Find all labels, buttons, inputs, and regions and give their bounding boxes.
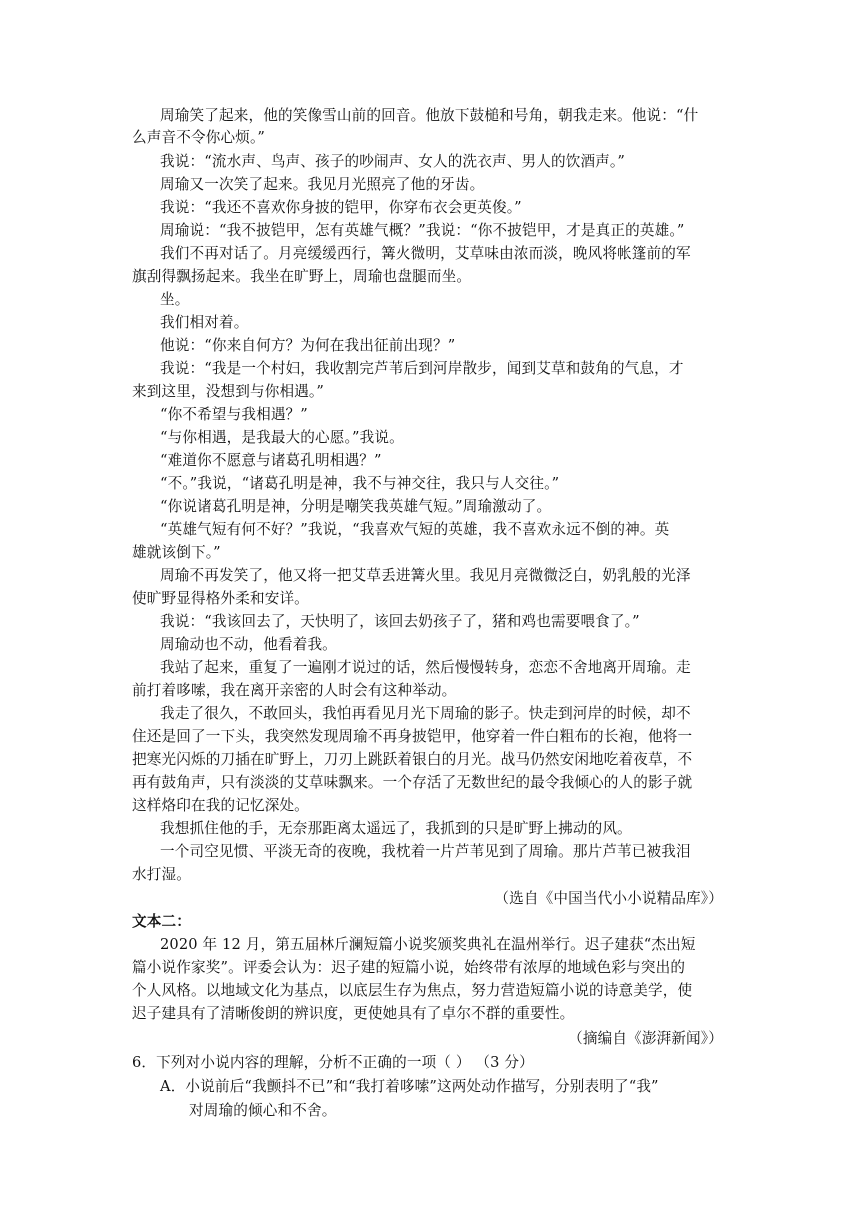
text-line: 我走了很久，不敢回头，我怕再看见月光下周瑜的影子。快走到河岸的时候，却不 xyxy=(160,705,691,722)
text-line: “难道你不愿意与诸葛孔明相遇？” xyxy=(160,452,382,469)
text-line: 我们相对着。 xyxy=(160,314,249,331)
option-a-continued: 对周瑜的倾心和不舍。 xyxy=(189,1102,337,1119)
text-line: 使旷野显得格外柔和安详。 xyxy=(132,590,309,607)
text-line: 迟子建具有了清晰俊朗的辨识度，更使她具有了卓尔不群的重要性。 xyxy=(132,1005,575,1022)
text-line: 篇小说作家奖”。评委会认为：迟子建的短篇小说，始终带有浓厚的地域色彩与突出的 xyxy=(132,959,686,976)
text-line: 我说：“我该回去了，天快明了，该回去奶孩子了，猪和鸡也需要喂食了。” xyxy=(160,613,640,630)
text-line: 坐。 xyxy=(160,291,190,308)
text-line: 周瑜不再发笑了，他又将一把艾草丢进篝火里。我见月亮微微泛白，奶乳般的光泽 xyxy=(160,567,691,584)
text-line: 这样烙印在我的记忆深处。 xyxy=(132,797,309,814)
text-line: 2020 年 12 月，第五届林斤澜短篇小说奖颁奖典礼在温州举行。迟子建获“杰出短 xyxy=(160,936,696,953)
text-line: 个人风格。以地域文化为基点，以底层生存为焦点，努力营造短篇小说的诗意美学，使 xyxy=(132,982,693,999)
text-line: 周瑜动也不动，他看着我。 xyxy=(160,636,337,653)
text-line: 再有鼓角声，只有淡淡的艾草味飘来。一个存活了无数世纪的最令我倾心的人的影子就 xyxy=(132,774,693,791)
text-line: 我说：“流水声、鸟声、孩子的吵闹声、女人的洗衣声、男人的饮酒声。” xyxy=(160,153,625,170)
section-heading: 文本二： xyxy=(132,913,191,930)
text-line: 旗刮得飘扬起来。我坐在旷野上，周瑜也盘腿而坐。 xyxy=(132,268,472,285)
text-line: 么声音不令你心烦。” xyxy=(132,129,266,146)
text-line: 来到这里，没想到与你相遇。” xyxy=(132,383,324,400)
question-6: 6．下列对小说内容的理解，分析不正确的一项（ ） （3 分） xyxy=(132,1054,534,1071)
text-line: “你不希望与我相遇？” xyxy=(160,406,308,423)
text-line: 我说：“我是一个村妇，我收割完芦苇后到河岸散步，闻到艾草和鼓角的气息，才 xyxy=(160,360,684,377)
text-line: “不。”我说，“诸葛孔明是神，我不与神交往，我只与人交往。” xyxy=(160,475,560,492)
text-line: 把寒光闪烁的刀插在旷野上，刀刃上跳跃着银白的月光。战马仍然安闲地吃着夜草，不 xyxy=(132,751,693,768)
text-line: 水打湿。 xyxy=(132,866,191,883)
text-line: 前打着哆嗦，我在离开亲密的人时会有这种举动。 xyxy=(132,682,457,699)
text-line: 我站了起来，重复了一遍刚才说过的话，然后慢慢转身，恋恋不舍地离开周瑜。走 xyxy=(160,659,691,676)
text-line: “你说诸葛孔明是神，分明是嘲笑我英雄气短。”周瑜激动了。 xyxy=(160,498,552,515)
source-citation: （选自《中国当代小小说精品库》） xyxy=(494,890,723,907)
text-line: 我想抓住他的手，无奈那距离太遥远了，我抓到的只是旷野上拂动的风。 xyxy=(160,820,632,837)
text-line: 周瑜又一次笑了起来。我见月光照亮了他的牙齿。 xyxy=(160,176,485,193)
text-line: 雄就该倒下。” xyxy=(132,544,221,561)
text-line: 我们不再对话了。月亮缓缓西行，篝火微明，艾草味由浓而淡，晚风将帐篷前的军 xyxy=(160,245,691,262)
text-line: 周瑜说：“我不披铠甲，怎有英雄气概？”我说：“你不披铠甲，才是真正的英雄。” xyxy=(160,222,685,239)
text-line: “英雄气短有何不好？”我说，“我喜欢气短的英雄，我不喜欢永远不倒的神。英 xyxy=(160,521,670,538)
text-line: “与你相遇，是我最大的心愿。”我说。 xyxy=(160,429,404,446)
text-line: 一个司空见惯、平淡无奇的夜晚，我枕着一片芦苇见到了周瑜。那片芦苇已被我泪 xyxy=(160,843,691,860)
text-line: 住还是回了一下头，我突然发现周瑜不再身披铠甲，他穿着一件白粗布的长袍，他将一 xyxy=(132,728,693,745)
text-line: 他说：“你来自何方？为何在我出征前出现？” xyxy=(160,337,456,354)
source-citation: （摘编自《澎湃新闻》） xyxy=(568,1030,723,1047)
option-a: A．小说前后“我颤抖不已”和“我打着哆嗦”这两处动作描写，分别表明了“我” xyxy=(160,1078,659,1095)
text-line: 周瑜笑了起来，他的笑像雪山前的回音。他放下鼓槌和号角，朝我走来。他说：“什 xyxy=(160,107,699,124)
text-line: 我说：“我还不喜欢你身披的铠甲，你穿布衣会更英俊。” xyxy=(160,199,522,216)
